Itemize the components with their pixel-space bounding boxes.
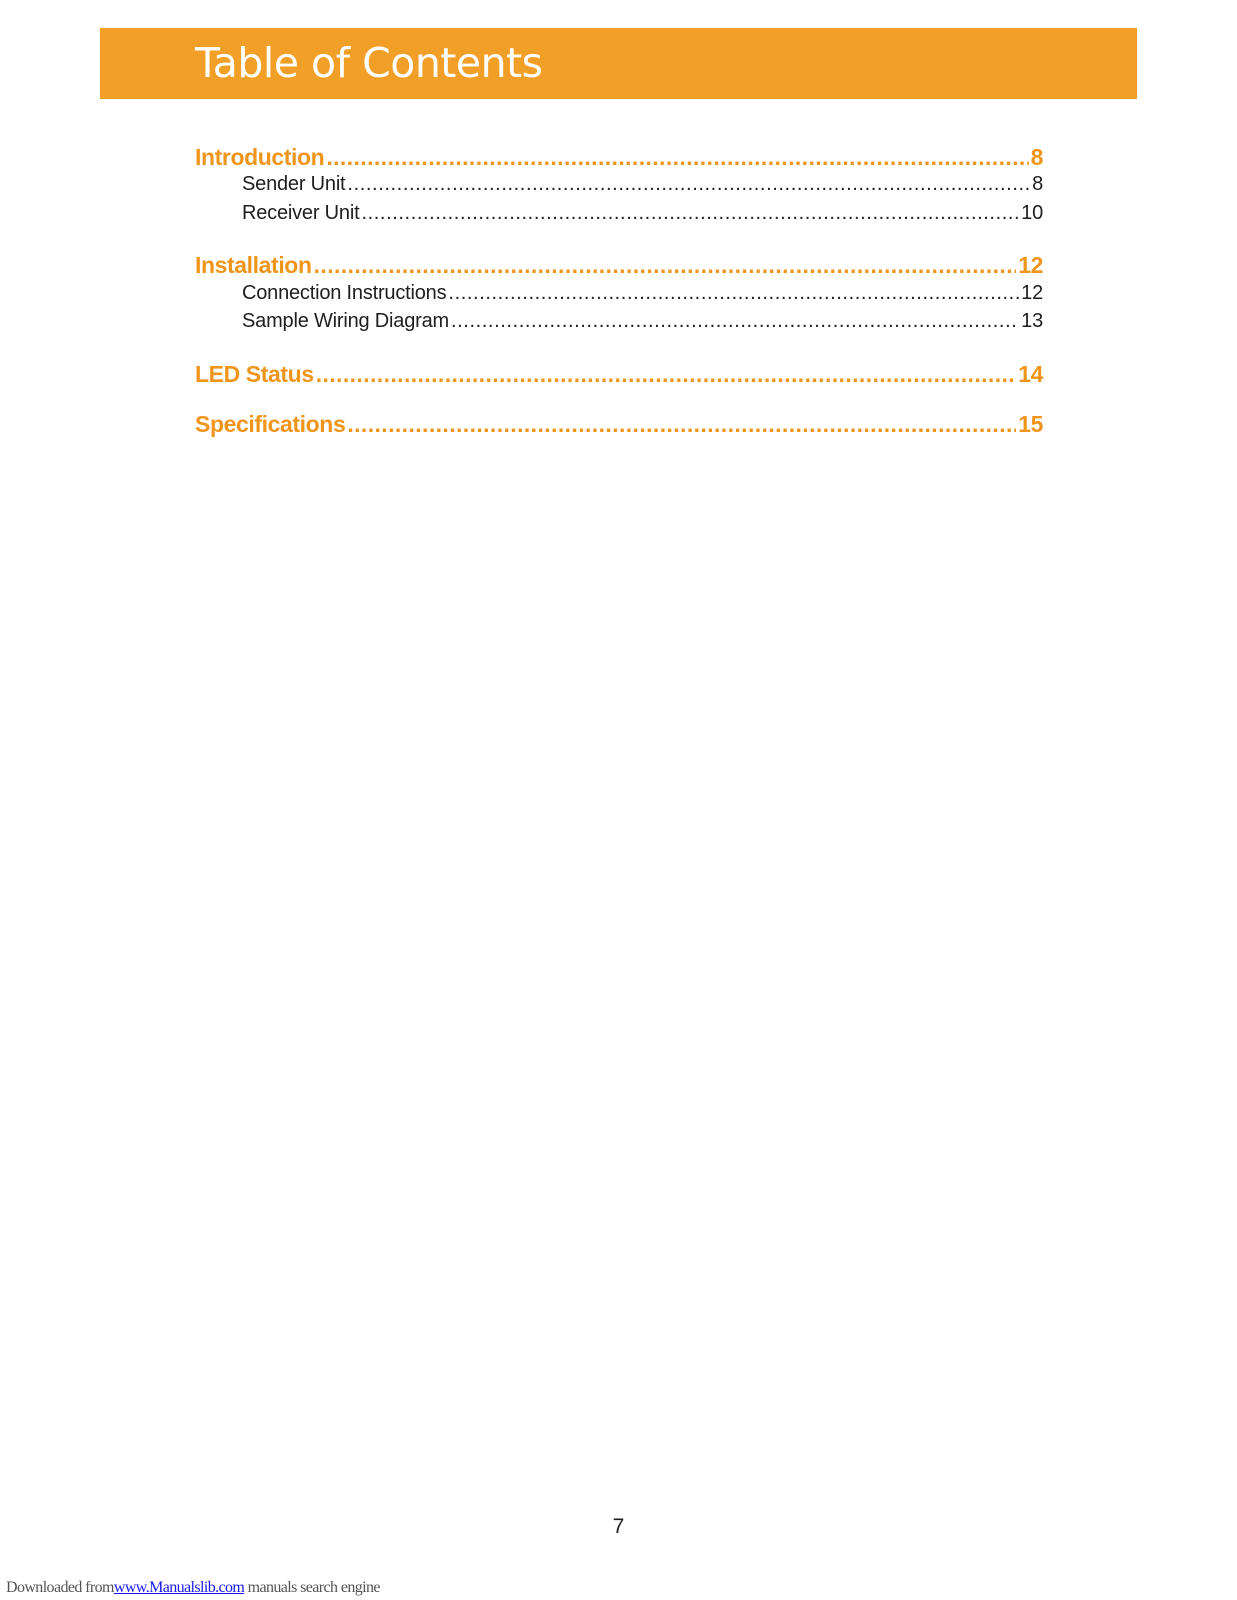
- manualslib-link[interactable]: www.Manualslib.com: [113, 1579, 245, 1596]
- page-title: Table of Contents: [195, 39, 543, 87]
- toc-dot-leader: [451, 310, 1019, 333]
- toc-entry-connection-instructions[interactable]: [242, 282, 1043, 305]
- toc-entry-page: 15: [1018, 411, 1043, 437]
- toc-entry-title: Installation: [195, 252, 312, 278]
- toc-entry-title: Connection Instructions: [242, 282, 447, 304]
- toc-dot-leader: [448, 282, 1019, 305]
- header-band: [100, 28, 1137, 99]
- toc-entry-sample-wiring-diagram[interactable]: [242, 310, 1043, 333]
- toc-dot-leader: [316, 361, 1017, 388]
- toc-entry-page: 12: [1021, 282, 1043, 304]
- toc-entry-receiver-unit[interactable]: [242, 202, 1043, 225]
- toc-entry-title: Specifications: [195, 411, 346, 437]
- page-number: 7: [612, 1515, 625, 1538]
- toc-entry-led-status[interactable]: [195, 361, 1043, 388]
- toc-entry-title: Receiver Unit: [242, 202, 360, 224]
- toc-entry-title: Sample Wiring Diagram: [242, 310, 449, 332]
- toc-entry-page: 8: [1032, 173, 1043, 195]
- toc-entry-sender-unit[interactable]: [242, 173, 1043, 196]
- toc-dot-leader: [361, 202, 1019, 225]
- footer-suffix: manuals search engine: [244, 1579, 380, 1596]
- toc-entry-page: 10: [1021, 202, 1043, 224]
- toc-entry-introduction[interactable]: [195, 144, 1043, 171]
- toc-entry-page: 13: [1021, 310, 1043, 332]
- toc-entry-page: 14: [1018, 361, 1043, 387]
- toc-entry-title: LED Status: [195, 361, 314, 387]
- toc-entry-title: Sender Unit: [242, 173, 346, 195]
- toc-dot-leader: [326, 144, 1028, 171]
- footer-credit: [6, 1579, 380, 1597]
- toc-dot-leader: [347, 411, 1016, 438]
- toc-dot-leader: [347, 173, 1030, 196]
- toc-entry-title: Introduction: [195, 144, 325, 170]
- toc-entry-specifications[interactable]: [195, 411, 1043, 438]
- toc-dot-leader: [314, 252, 1017, 279]
- toc-entry-installation[interactable]: [195, 252, 1043, 279]
- toc-entry-page: 8: [1030, 144, 1043, 170]
- footer-prefix: Downloaded from: [6, 1579, 114, 1596]
- toc-entry-page: 12: [1018, 252, 1043, 278]
